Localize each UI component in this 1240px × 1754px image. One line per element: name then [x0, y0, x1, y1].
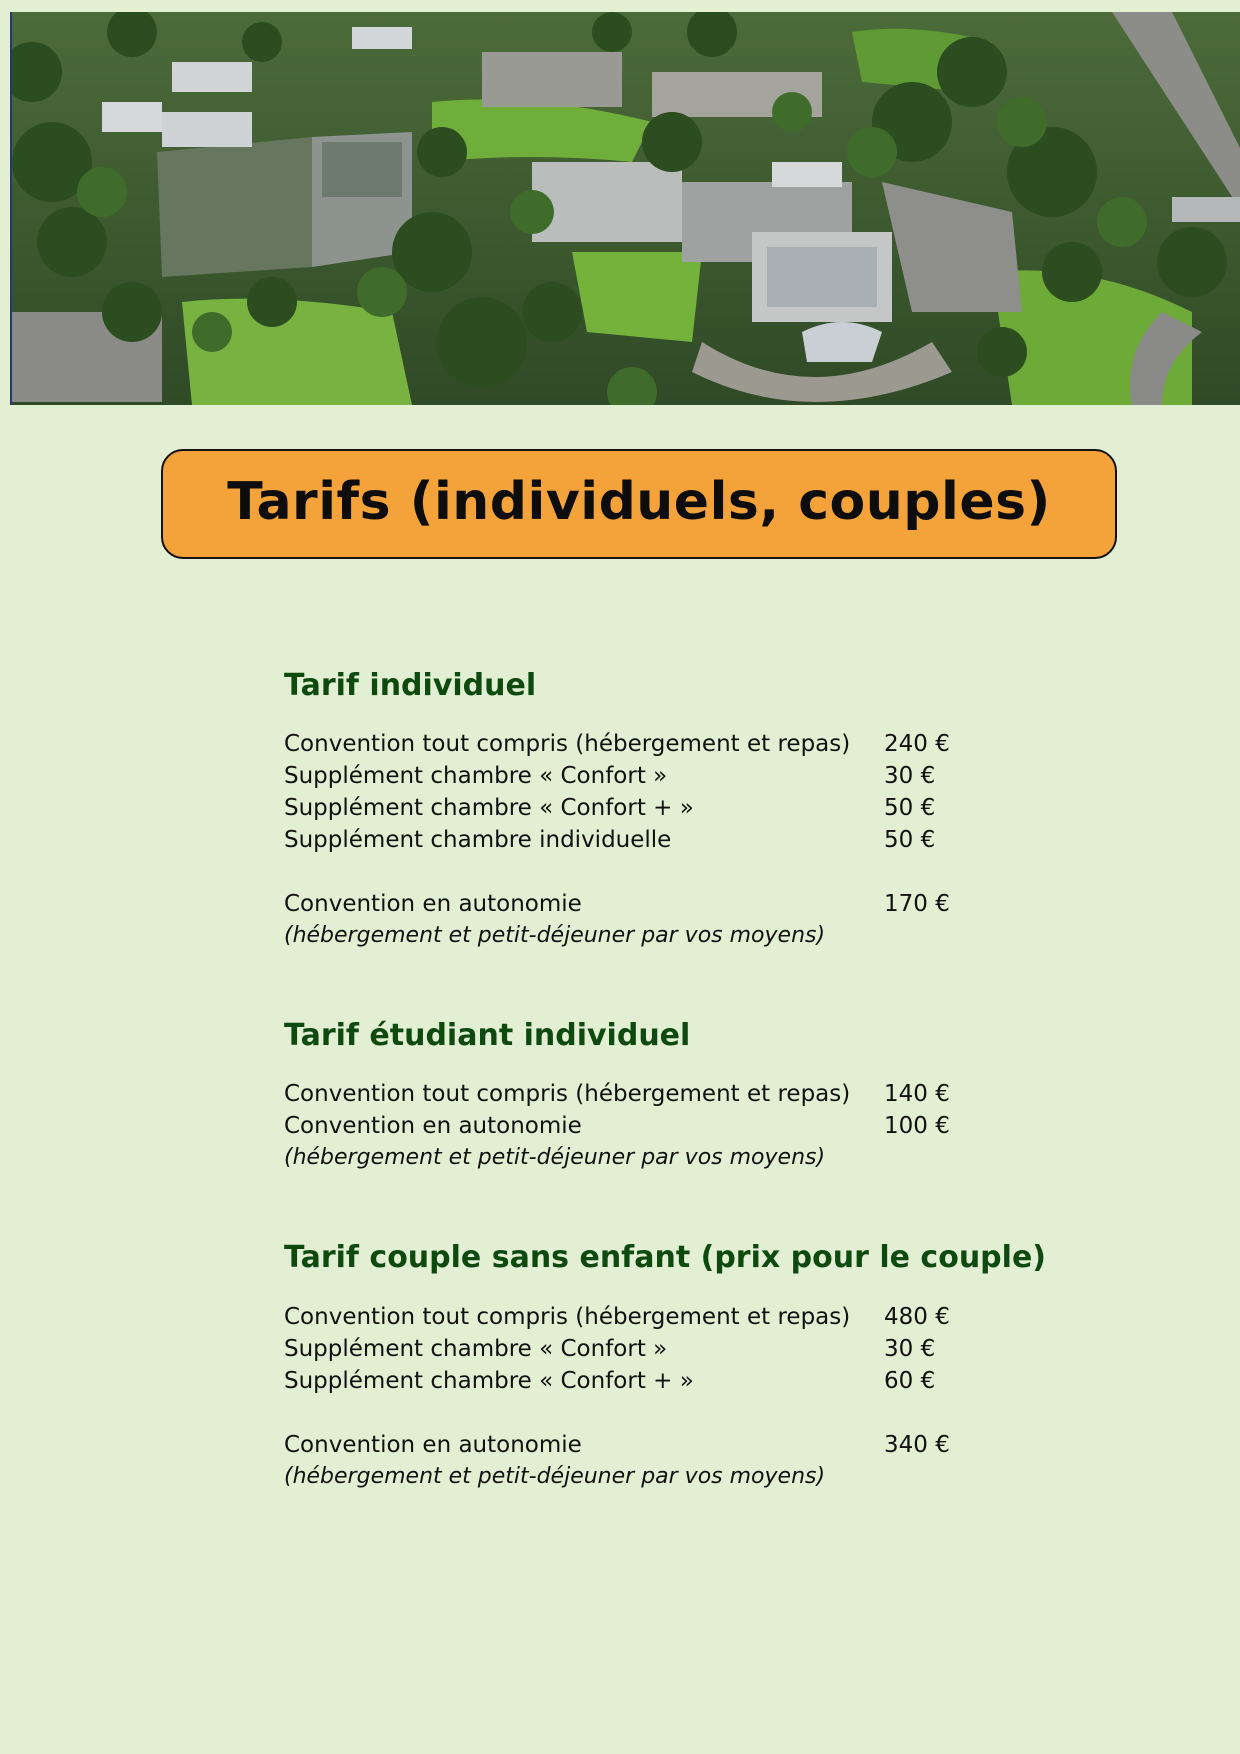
section-heading-etudiant: Tarif étudiant individuel: [284, 1018, 691, 1053]
price-row: [284, 827, 1004, 859]
price-note: (hébergement et petit-déjeuner par vos moyens): [284, 1464, 826, 1489]
price-value: 340 €: [884, 1432, 950, 1458]
price-row: [284, 763, 1004, 795]
price-value: 140 €: [884, 1081, 950, 1107]
price-label: Supplément chambre « Confort »: [284, 1336, 668, 1362]
title-banner: [161, 449, 1117, 559]
price-label: Supplément chambre « Confort »: [284, 763, 668, 789]
price-label: Convention en autonomie: [284, 891, 582, 917]
price-value: 50 €: [884, 827, 936, 853]
price-value: 480 €: [884, 1304, 950, 1330]
price-row: [284, 1081, 1004, 1113]
price-label: Supplément chambre « Confort + »: [284, 1368, 694, 1394]
price-value: 100 €: [884, 1113, 950, 1139]
price-note: (hébergement et petit-déjeuner par vos moyens): [284, 923, 826, 948]
price-row: [284, 795, 1004, 827]
price-value: 50 €: [884, 795, 936, 821]
section-heading-couple: Tarif couple sans enfant (prix pour le couple): [284, 1240, 1046, 1275]
price-row: [284, 1304, 1004, 1336]
price-row: [284, 1432, 1004, 1464]
price-row: [284, 1113, 1004, 1145]
price-value: 240 €: [884, 731, 950, 757]
price-value: 170 €: [884, 891, 950, 917]
price-row: [284, 731, 1004, 763]
section-heading-individuel: Tarif individuel: [284, 668, 537, 703]
page-title: Tarifs (individuels, couples): [227, 472, 1051, 532]
price-label: Supplément chambre « Confort + »: [284, 795, 694, 821]
price-note: (hébergement et petit-déjeuner par vos moyens): [284, 1145, 826, 1170]
price-label: Convention en autonomie: [284, 1113, 582, 1139]
price-label: Supplément chambre individuelle: [284, 827, 672, 853]
price-row: [284, 1336, 1004, 1368]
price-label: Convention en autonomie: [284, 1432, 582, 1458]
price-label: Convention tout compris (hébergement et repas): [284, 731, 851, 757]
price-row: [284, 1368, 1004, 1400]
price-value: 30 €: [884, 763, 936, 789]
price-value: 30 €: [884, 1336, 936, 1362]
price-label: Convention tout compris (hébergement et repas): [284, 1304, 851, 1330]
campus-aerial-photo: [10, 12, 1240, 405]
price-value: 60 €: [884, 1368, 936, 1394]
price-row: [284, 891, 1004, 923]
price-label: Convention tout compris (hébergement et repas): [284, 1081, 851, 1107]
